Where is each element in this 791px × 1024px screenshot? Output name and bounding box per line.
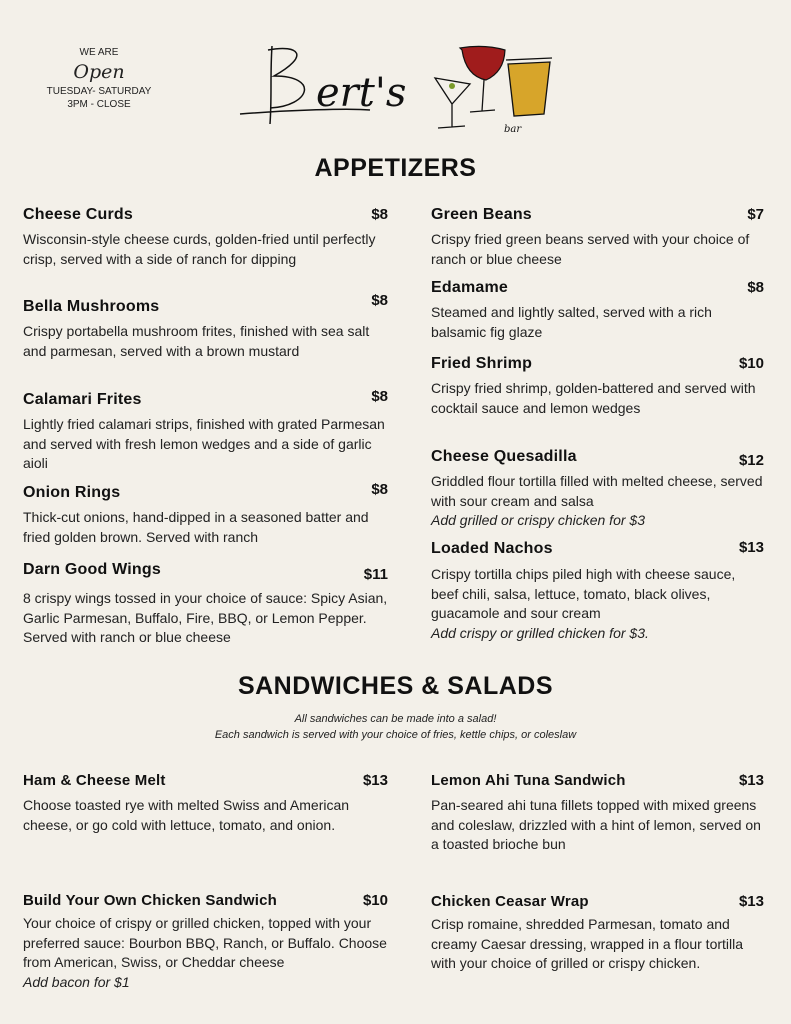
item-price: $13 [738,772,764,789]
item-name: Loaded Nachos [431,540,553,557]
item-price: $13 [362,772,388,789]
item-price: $13 [738,893,764,910]
item-price: $12 [738,452,764,469]
hours-block [40,46,158,111]
menu-item [23,483,388,547]
menu-item [23,560,388,648]
item-price: $10 [738,355,764,372]
item-name: Bella Mushrooms [23,298,160,315]
sides-note: Each sandwich is served with your choice of fries, kettle chips, or coleslaw [214,729,577,741]
item-desc: Crispy portabella mushroom frites, finished with sea salt and parmesan, served with a brown mustard [23,323,370,359]
item-name: Cheese Quesadilla [431,448,577,465]
menu-item [431,354,764,418]
item-name: Darn Good Wings [23,561,161,578]
item-name: Green Beans [431,206,532,223]
item-desc: Steamed and lightly salted, served with a rich balsamic fig glaze [431,304,712,340]
item-desc: Griddled flour tortilla filled with melted cheese, served with sour cream and salsa [431,473,763,509]
appetizers-title: APPETIZERS [314,154,477,182]
logo-drinks-icon [230,36,560,136]
item-price: $11 [363,566,388,583]
we-are-text: WE ARE [79,47,119,58]
item-desc: Your choice of crispy or grilled chicken, topped with your preferred sauce: Bourbon BBQ, Ranch, or Buffalo. Choose from American, Swiss, or Cheddar cheese [23,915,387,970]
item-desc: Thick-cut onions, hand-dipped in a seasoned batter and fried golden brown. Served with ranch [23,509,369,545]
menu-item [431,205,764,269]
item-price: $13 [738,539,764,556]
menu-item [431,539,764,643]
menu-item [431,771,764,855]
item-desc: Crispy tortilla chips piled high with cheese sauce, beef chili, salsa, lettuce, tomato, black olives, guacamole and sour cream [431,566,736,621]
item-desc: 8 crispy wings tossed in your choice of sauce: Spicy Asian, Garlic Parmesan, Buffalo, Fire, BBQ, or Lemon Pepper. Served with ranch or blue cheese [23,590,388,645]
item-name: Chicken Ceasar Wrap [431,893,589,910]
days-text: TUESDAY- SATURDAY [46,86,152,97]
berts-logo [230,36,560,136]
time-text: 3PM - CLOSE [67,99,131,110]
sandwiches-title: SANDWICHES & SALADS [237,672,554,700]
item-price: $10 [362,892,388,909]
item-name: Ham & Cheese Melt [23,772,166,789]
item-name: Cheese Curds [23,206,133,223]
item-addon: Add grilled or crispy chicken for $3 [431,512,645,528]
menu-item [23,891,388,992]
salad-note: All sandwiches can be made into a salad! [294,713,497,725]
item-desc: Lightly fried calamari strips, finished with grated Parmesan and served with fresh lemon wedges and a side of garlic aioli [23,416,385,471]
menu-item [23,205,388,269]
item-name: Calamari Frites [23,391,142,408]
item-name: Onion Rings [23,484,121,501]
menu-item [23,390,388,474]
item-name: Lemon Ahi Tuna Sandwich [431,772,626,789]
menu-item [431,278,764,342]
item-price: $7 [747,206,764,223]
item-desc: Pan-seared ahi tuna fillets topped with mixed greens and coleslaw, drizzled with a hint of lemon, served on a toasted brioche bun [431,797,761,852]
open-text: Open [73,61,125,83]
menu-item [431,447,764,531]
menu-item [23,292,388,361]
item-price: $8 [371,292,388,309]
item-desc: Crispy fried shrimp, golden-battered and served with cocktail sauce and lemon wedges [431,380,756,416]
item-desc: Choose toasted rye with melted Swiss and American cheese, or go cold with lettuce, tomato, and onion. [23,797,350,833]
item-price: $8 [371,481,388,498]
item-price: $8 [371,388,388,405]
logo-sub: bar [504,124,522,135]
item-desc: Crisp romaine, shredded Parmesan, tomato and creamy Caesar dressing, wrapped in a flour tortilla with your choice of grilled or crispy chicken. [431,916,744,971]
menu-item [23,771,388,835]
item-addon: Add crispy or grilled chicken for $3. [431,624,649,641]
menu-item [431,892,764,974]
item-desc: Wisconsin-style cheese curds, golden-fried until perfectly crisp, served with a side of ranch for dipping [23,231,376,267]
item-price: $8 [747,279,764,296]
svg-text:ert's: ert's [316,70,407,116]
item-name: Edamame [431,279,508,296]
item-addon: Add bacon for $1 [23,973,130,990]
item-desc: Crispy fried green beans served with your choice of ranch or blue cheese [431,231,750,267]
item-name: Build Your Own Chicken Sandwich [23,892,278,909]
item-name: Fried Shrimp [431,355,533,372]
item-price: $8 [371,206,388,223]
